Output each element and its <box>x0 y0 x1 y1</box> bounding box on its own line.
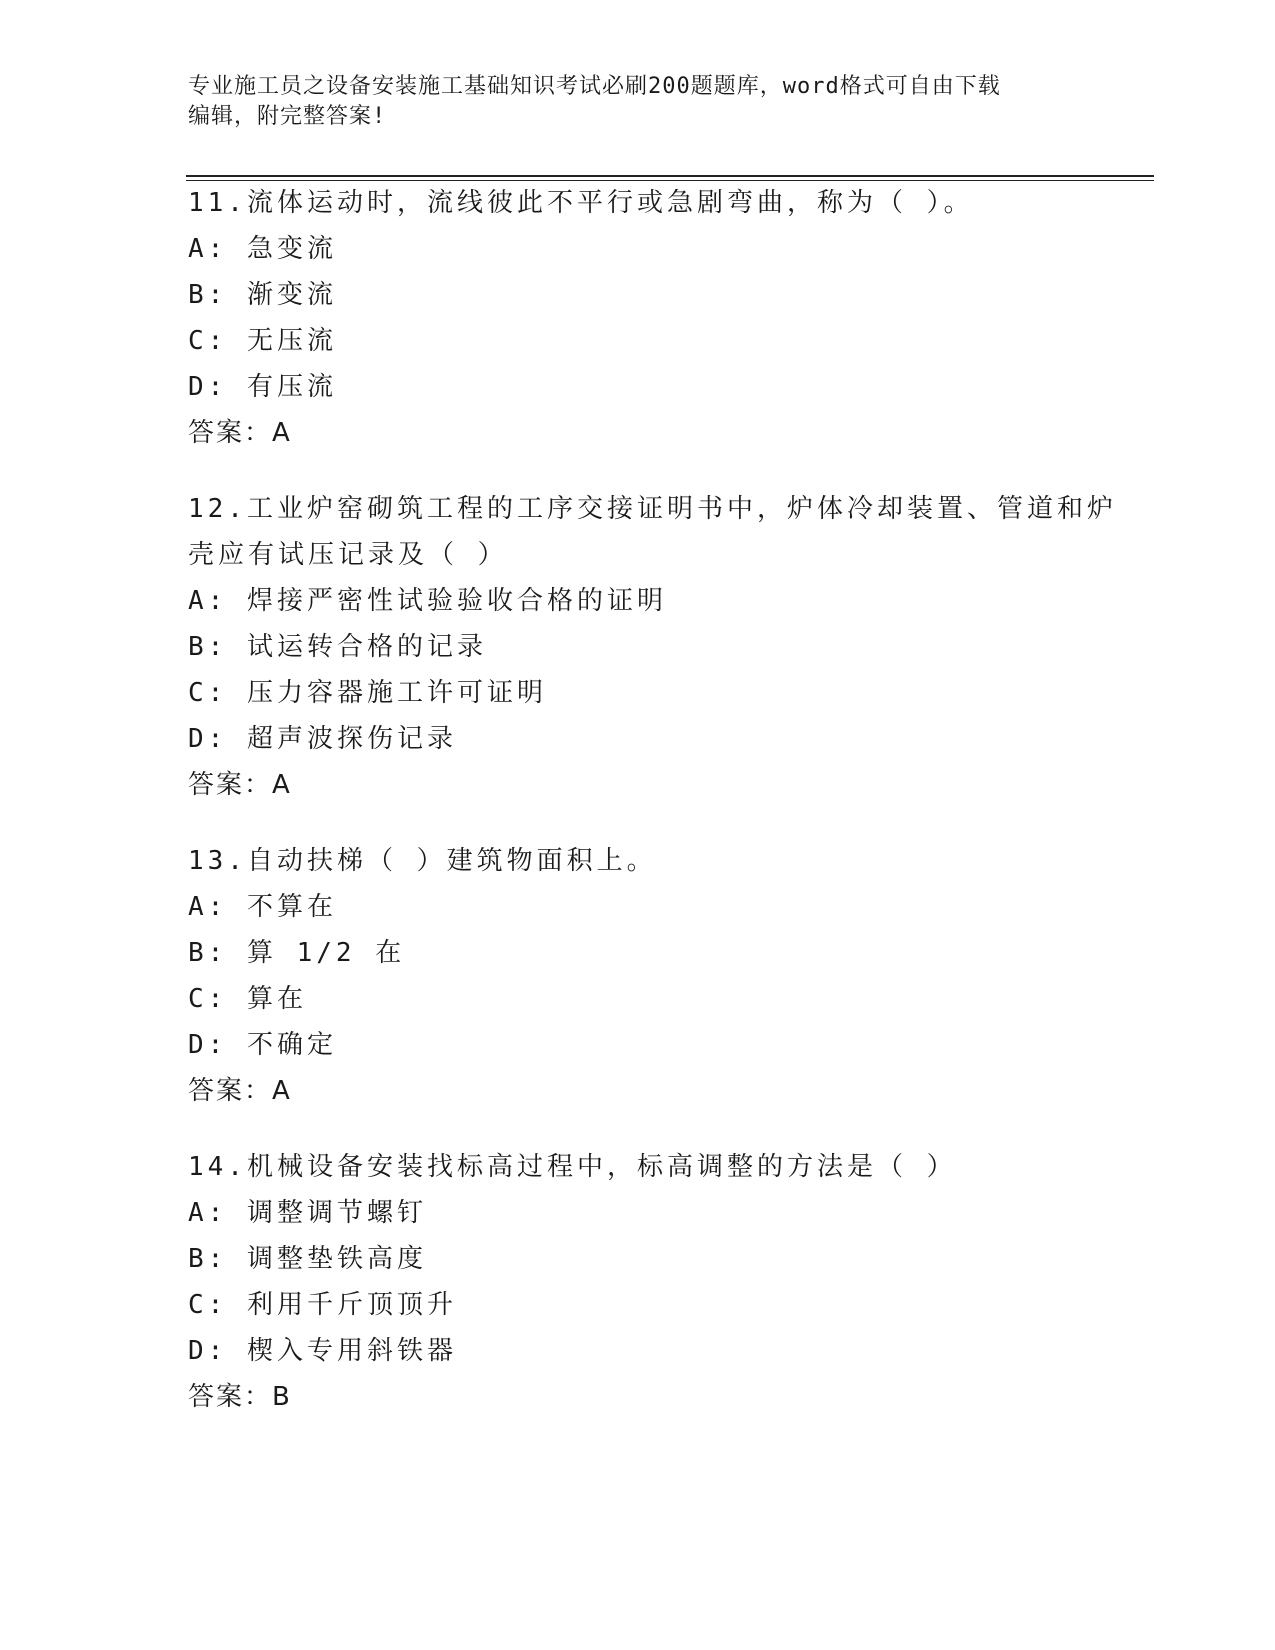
question-stem-line: 14.机械设备安装找标高过程中，标高调整的方法是（ ） <box>188 1152 957 1182</box>
option-d: D: 有压流 <box>188 372 337 402</box>
question-14 <box>188 1144 1088 1420</box>
option-a: A: 调整调节螺钉 <box>188 1198 427 1228</box>
question-12 <box>188 486 1117 808</box>
question-13 <box>188 838 1088 1114</box>
question-stem <box>188 180 1088 226</box>
header-divider-thick <box>186 175 1154 177</box>
question-stem-line: 壳应有试压记录及（ ） <box>188 540 508 570</box>
question-stem <box>188 838 1088 884</box>
option-c: C: 压力容器施工许可证明 <box>188 678 547 708</box>
question-stem-line: 13.自动扶梯（ ）建筑物面积上。 <box>188 846 657 876</box>
document-header <box>188 72 1088 132</box>
option-b: B: 渐变流 <box>188 280 337 310</box>
question-stem-line: 11.流体运动时，流线彼此不平行或急剧弯曲，称为（ ）。 <box>188 188 974 218</box>
answer-line: 答案：A <box>188 1076 292 1106</box>
option-a: A: 不算在 <box>188 892 337 922</box>
option-a: A: 急变流 <box>188 234 337 264</box>
question-stem <box>188 1144 1088 1190</box>
answer-line: 答案：A <box>188 770 292 800</box>
header-title-line-1: 专业施工员之设备安装施工基础知识考试必刷200题题库，word格式可自由下载 <box>188 74 1001 99</box>
option-d: D: 楔入专用斜铁器 <box>188 1336 457 1366</box>
answer-line: 答案：B <box>188 1382 292 1412</box>
option-c: C: 算在 <box>188 984 307 1014</box>
question-stem-line: 12.工业炉窑砌筑工程的工序交接证明书中，炉体冷却装置、管道和炉 <box>188 494 1117 524</box>
option-b: B: 调整垫铁高度 <box>188 1244 427 1274</box>
option-c: C: 利用千斤顶顶升 <box>188 1290 457 1320</box>
answer-line: 答案：A <box>188 418 292 448</box>
option-b: B: 算 1/2 在 <box>188 938 406 968</box>
option-d: D: 不确定 <box>188 1030 337 1060</box>
option-c: C: 无压流 <box>188 326 337 356</box>
question-stem <box>188 486 1117 578</box>
option-a: A: 焊接严密性试验验收合格的证明 <box>188 586 667 616</box>
question-11 <box>188 180 1088 456</box>
option-b: B: 试运转合格的记录 <box>188 632 487 662</box>
header-title-line-2: 编辑，附完整答案! <box>188 104 387 129</box>
option-d: D: 超声波探伤记录 <box>188 724 457 754</box>
